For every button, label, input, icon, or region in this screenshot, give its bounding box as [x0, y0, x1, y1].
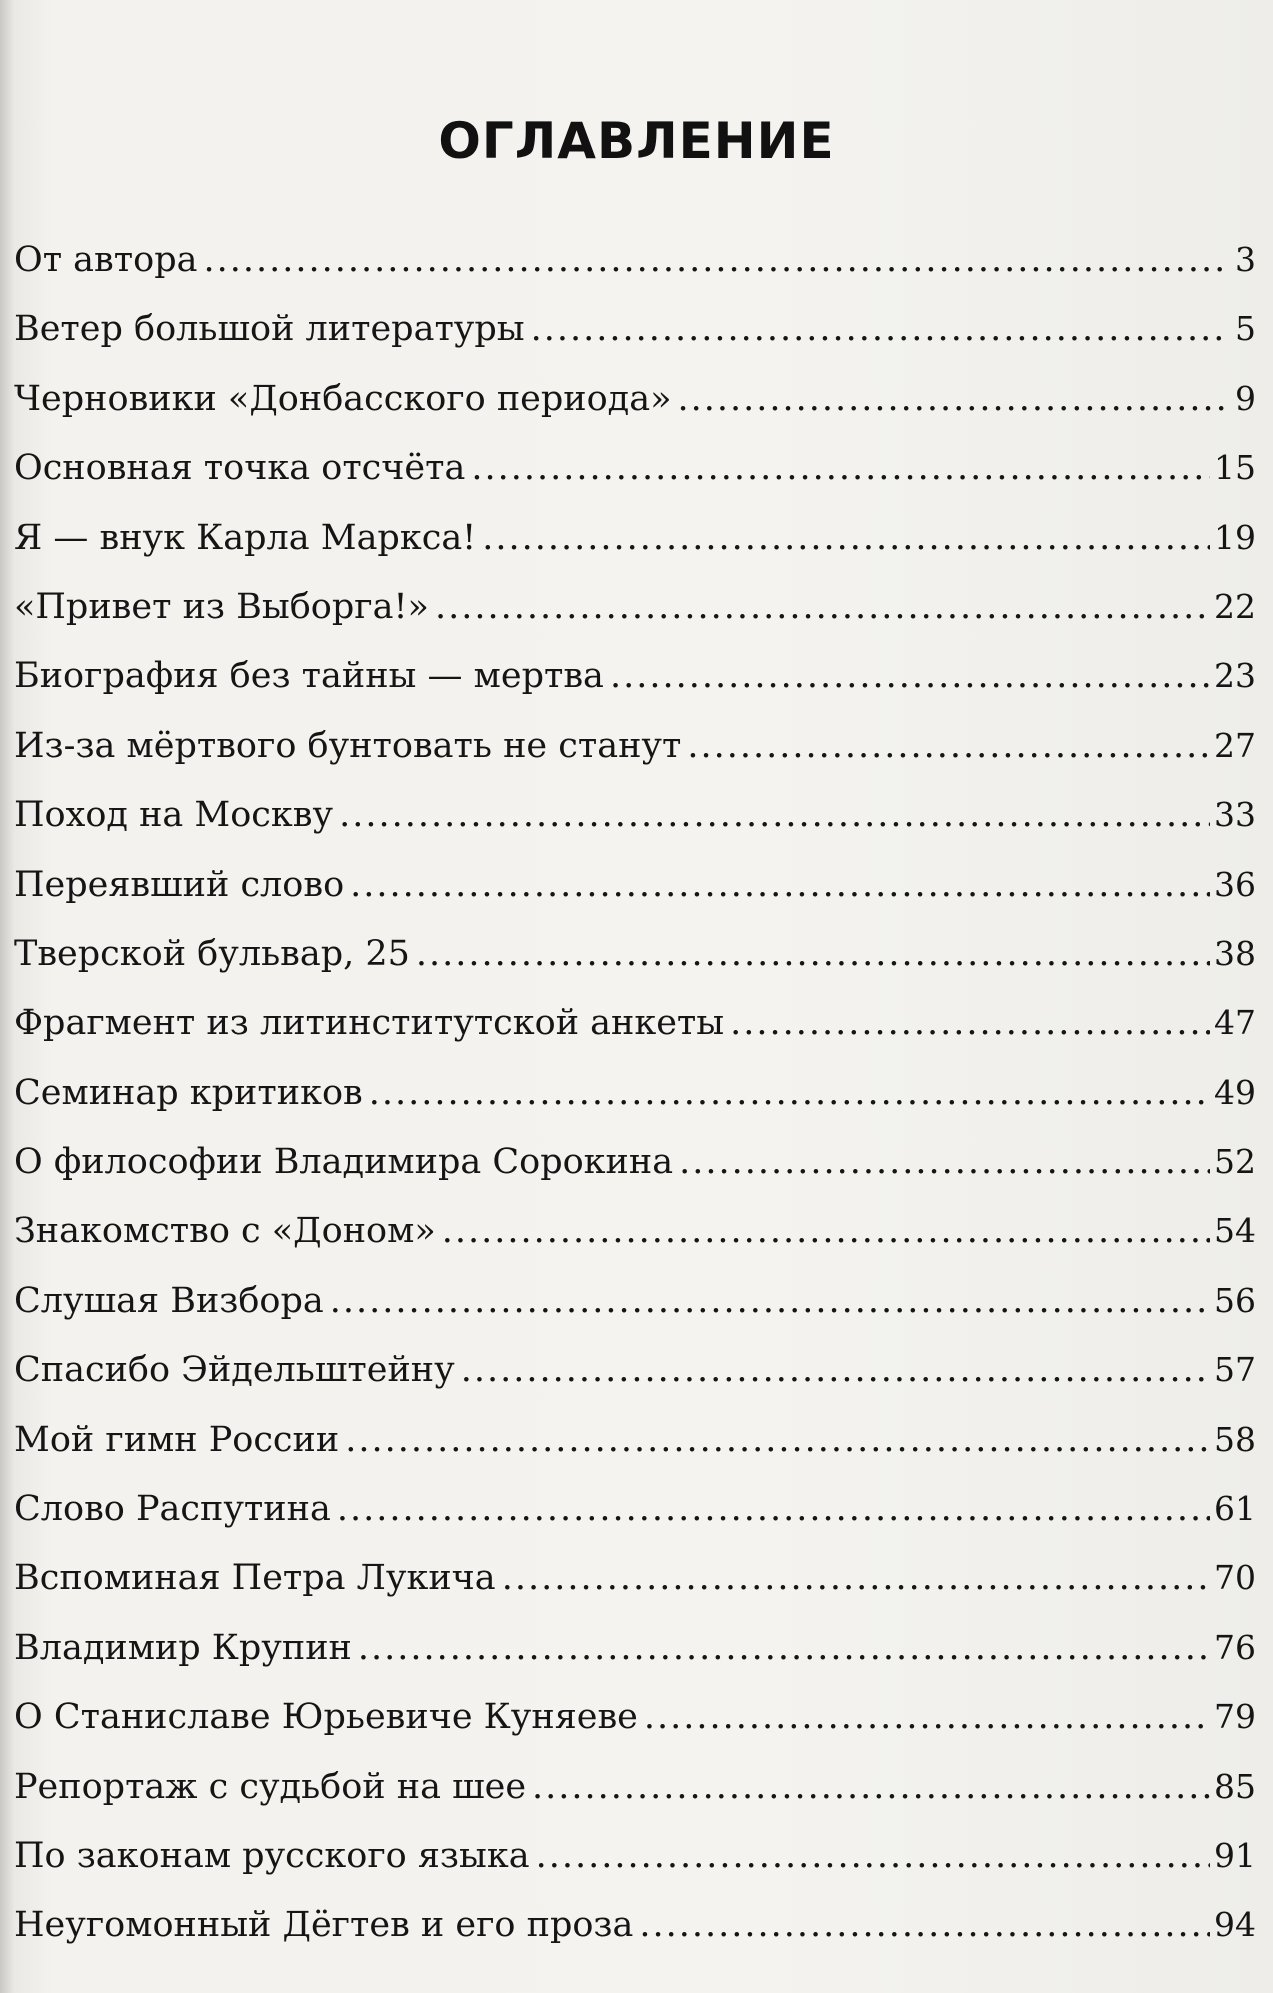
toc-dot-leader	[461, 1336, 1210, 1405]
toc-entry-title: Я — внук Карла Маркса!	[14, 517, 477, 558]
toc-entry-title: Вспоминая Петра Лукича	[14, 1558, 496, 1599]
toc-entry-title: Слово Распутина	[14, 1489, 331, 1530]
toc-dot-leader	[330, 1267, 1210, 1336]
toc-entry-page-number: 56	[1214, 1280, 1256, 1320]
toc-entry-page-number: 57	[1214, 1350, 1256, 1390]
toc-entry-page-number: 33	[1214, 795, 1256, 835]
toc-entry-title: Фрагмент из литинститутской анкеты	[14, 1003, 725, 1044]
toc-entry-page-number: 9	[1235, 378, 1256, 418]
toc-entry-title: Поход на Москву	[14, 795, 334, 836]
toc-entry-page-number: 91	[1214, 1835, 1256, 1875]
toc-entry-title: Репортаж с судьбой на шее	[14, 1766, 527, 1807]
toc-entry-page-number: 85	[1214, 1766, 1256, 1806]
toc-entry	[14, 988, 1256, 1057]
toc-entry	[14, 1890, 1256, 1959]
toc-dot-leader	[730, 989, 1210, 1058]
toc-entry-page-number: 54	[1214, 1211, 1256, 1251]
toc-entry	[14, 1474, 1256, 1543]
toc-entry-page-number: 22	[1214, 586, 1256, 626]
toc-entry-title: О Станиславе Юрьевиче Куняеве	[14, 1697, 638, 1738]
toc-dot-leader	[610, 642, 1210, 711]
toc-entry-title: Семинар критиков	[14, 1072, 363, 1113]
toc-entry-title: Неугомонный Дёгтев и его проза	[14, 1905, 634, 1946]
page-title: ОГЛАВЛЕНИЕ	[438, 112, 835, 170]
toc-dot-leader	[687, 712, 1210, 781]
toc-entry-page-number: 47	[1214, 1003, 1256, 1043]
toc-dot-leader	[350, 851, 1210, 920]
toc-dot-leader	[358, 1614, 1210, 1683]
toc-entry-title: Знакомство с «Доном»	[14, 1211, 436, 1252]
toc-dot-leader	[442, 1197, 1210, 1266]
toc-entry	[14, 225, 1256, 294]
toc-entry-title: От автора	[14, 240, 198, 280]
toc-entry	[14, 572, 1256, 641]
toc-entry-title: «Привет из Выборга!»	[14, 586, 429, 627]
toc-entry-title: Владимир Крупин	[14, 1627, 352, 1668]
toc-dot-leader	[339, 781, 1210, 850]
toc-dot-leader	[482, 504, 1210, 573]
toc-dot-leader	[678, 365, 1225, 434]
toc-entry-page-number: 27	[1214, 725, 1256, 765]
toc-entry-page-number: 76	[1214, 1627, 1256, 1667]
toc-dot-leader	[644, 1683, 1210, 1752]
toc-entry-page-number: 49	[1214, 1072, 1256, 1112]
toc-dot-leader	[203, 226, 1224, 295]
toc-entry	[14, 919, 1256, 988]
toc-entry	[14, 1335, 1256, 1404]
toc-entry	[14, 1266, 1256, 1335]
toc-dot-leader	[345, 1406, 1210, 1475]
toc-entry-page-number: 58	[1214, 1419, 1256, 1459]
toc-entry-title: Биография без тайны — мертва	[14, 656, 604, 697]
toc-entry	[14, 641, 1256, 710]
toc-dot-leader	[532, 1753, 1210, 1822]
toc-entry-page-number: 38	[1214, 933, 1256, 973]
toc-entry-title: Из-за мёртвого бунтовать не станут	[14, 725, 682, 766]
toc-entry	[14, 1196, 1256, 1265]
toc-entry-title: Основная точка отсчёта	[14, 448, 466, 489]
toc-entry-page-number: 94	[1214, 1905, 1256, 1945]
toc-entry-title: По законам русского языка	[14, 1835, 530, 1876]
toc-entry-page-number: 36	[1214, 864, 1256, 904]
toc-entry-page-number: 70	[1214, 1558, 1256, 1598]
toc-entry	[14, 850, 1256, 919]
toc-entry	[14, 433, 1256, 502]
toc-entry-page-number: 15	[1214, 448, 1256, 488]
toc-dot-leader	[531, 295, 1224, 364]
toc-entry	[14, 503, 1256, 572]
toc-entry-page-number: 5	[1235, 309, 1256, 349]
toc-entry	[14, 1821, 1256, 1890]
table-of-contents	[14, 225, 1256, 1960]
toc-entry	[14, 1682, 1256, 1751]
toc-entry-title: Мой гимн России	[14, 1419, 340, 1460]
toc-dot-leader	[337, 1475, 1210, 1544]
toc-entry	[14, 1405, 1256, 1474]
toc-entry-page-number: 3	[1235, 240, 1256, 279]
toc-dot-leader	[416, 920, 1210, 989]
toc-entry-page-number: 52	[1214, 1142, 1256, 1182]
toc-dot-leader	[435, 573, 1210, 642]
toc-entry-title: Ветер большой литературы	[14, 309, 525, 350]
toc-entry	[14, 1543, 1256, 1612]
toc-dot-leader	[471, 434, 1210, 503]
toc-entry	[14, 1613, 1256, 1682]
toc-dot-leader	[369, 1059, 1210, 1128]
page-spine-shadow	[0, 0, 14, 1993]
toc-entry	[14, 1058, 1256, 1127]
toc-entry-title: Спасибо Эйдельштейну	[14, 1350, 455, 1391]
toc-entry	[14, 780, 1256, 849]
toc-entry	[14, 294, 1256, 363]
toc-entry-title: О философии Владимира Сорокина	[14, 1142, 674, 1183]
toc-entry	[14, 1752, 1256, 1821]
toc-dot-leader	[536, 1822, 1210, 1891]
toc-entry	[14, 711, 1256, 780]
toc-entry-title: Черновики «Донбасского периода»	[14, 378, 672, 419]
toc-entry	[14, 1127, 1256, 1196]
toc-entry-page-number: 61	[1214, 1489, 1256, 1529]
toc-dot-leader	[502, 1544, 1210, 1613]
toc-dot-leader	[679, 1128, 1210, 1197]
toc-entry-title: Тверской бульвар, 25	[14, 933, 410, 974]
toc-entry	[14, 364, 1256, 433]
toc-entry-page-number: 19	[1214, 517, 1256, 557]
toc-entry-title: Переявший слово	[14, 864, 345, 905]
toc-entry-title: Слушая Визбора	[14, 1280, 324, 1321]
toc-dot-leader	[639, 1891, 1210, 1960]
toc-entry-page-number: 79	[1214, 1697, 1256, 1737]
toc-entry-page-number: 23	[1214, 656, 1256, 696]
